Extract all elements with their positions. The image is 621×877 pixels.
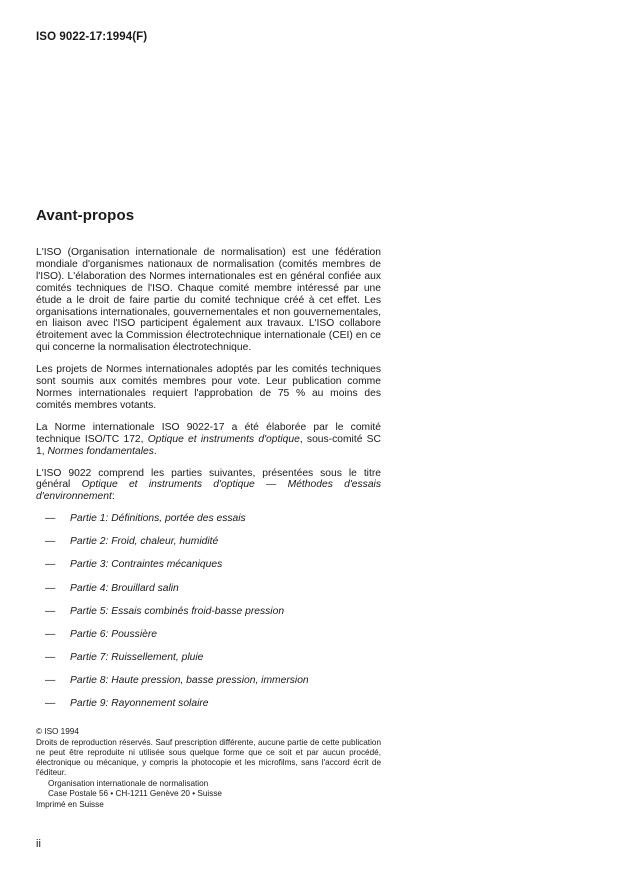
p3-subcommittee-title: Normes fondamentales [47,445,154,457]
list-item [36,674,381,697]
list-dash: — [45,674,56,686]
page-number: ii [36,838,41,850]
p4-text-a: L'ISO 9022 comprend les parties suivantes, présentées sous le titre général [36,467,381,491]
list-item [36,697,381,720]
list-dash: — [45,651,56,663]
list-item [36,628,381,651]
foreword-paragraph-4 [36,468,381,504]
list-item [36,582,381,605]
publisher-address: Case Postale 56 • CH-1211 Genève 20 • Suisse [48,789,222,798]
document-id: ISO 9022-17:1994(F) [36,31,148,43]
foreword-paragraph-2: Les projets de Normes internationales adoptés par les comités techniques sont soumis aux comités membres pour vote. Leur publication comme Normes internationales requiert l'approbation de 75 % au moins des comités membres votants. [36,364,381,411]
part-label: Partie 7: Ruissellement, pluie [70,651,204,663]
list-dash: — [45,513,56,525]
list-item [36,512,381,535]
copyright-line: © ISO 1994 [36,727,79,736]
part-label: Partie 8: Haute pression, basse pression, immersion [70,674,309,686]
p3-committee-title: Optique et instruments d'optique [147,433,300,445]
list-dash: — [45,605,56,617]
list-item [36,558,381,581]
list-dash: — [45,697,56,709]
list-item [36,535,381,558]
part-label: Partie 9: Rayonnement solaire [70,697,209,709]
p4-text-c: : [111,491,115,503]
copyright-block [36,727,381,810]
rights-notice: Droits de reproduction réservés. Sauf prescription différente, aucune partie de cette publication ne peut être reproduite ni utilisée sous quelque forme que ce soit et par aucun procédé, électronique ou mécanique, y compris la photocopie et les microfilms, sans l'accord écrit de l'éditeur. [36,738,381,777]
list-dash: — [45,536,56,548]
foreword-body [36,247,381,720]
list-dash: — [45,559,56,571]
list-dash: — [45,628,56,640]
part-label: Partie 5: Essais combinés froid-basse pression [70,605,285,617]
p3-text-e: . [153,445,157,457]
part-label: Partie 2: Froid, chaleur, humidité [70,536,219,548]
foreword-paragraph-1: L'ISO (Organisation internationale de normalisation) est une fédération mondiale d'organismes nationaux de normalisation (comités membres de l'ISO). L'élaboration des Normes internationales est en général confiée aux comités techniques de l'ISO. Chaque comité membre intéressé par une étude a le droit de faire partie du comité technique créé à cet effet. Les organisations internationales, gouvernementales et non gouvernementales, en liaison avec l'ISO participent également aux travaux. L'ISO collabore étroitement avec la Commission électrotechnique internationale (CEI) en ce qui concerne la normalisation électrotechnique. [36,247,381,354]
list-item [36,651,381,674]
part-label: Partie 3: Contraintes mécaniques [70,559,223,571]
part-label: Partie 4: Brouillard salin [70,582,179,594]
publisher-name: Organisation internationale de normalisation [48,779,209,788]
p4-general-title: Optique et instruments d'optique — Méthodes d'essais d'environnement [36,479,381,503]
list-dash: — [45,582,56,594]
part-label: Partie 6: Poussière [70,628,157,640]
p3-text-a: La Norme internationale ISO 9022-17 a été élaborée par le comité technique ISO/TC 172, [36,421,381,445]
section-title: Avant-propos [36,207,135,224]
parts-list [36,512,381,720]
part-label: Partie 1: Définitions, portée des essais [70,513,246,525]
printed-in: Imprimé en Suisse [36,800,104,809]
list-item [36,605,381,628]
foreword-paragraph-3 [36,422,381,458]
p3-text-c: , sous-comité SC 1, [36,433,381,457]
